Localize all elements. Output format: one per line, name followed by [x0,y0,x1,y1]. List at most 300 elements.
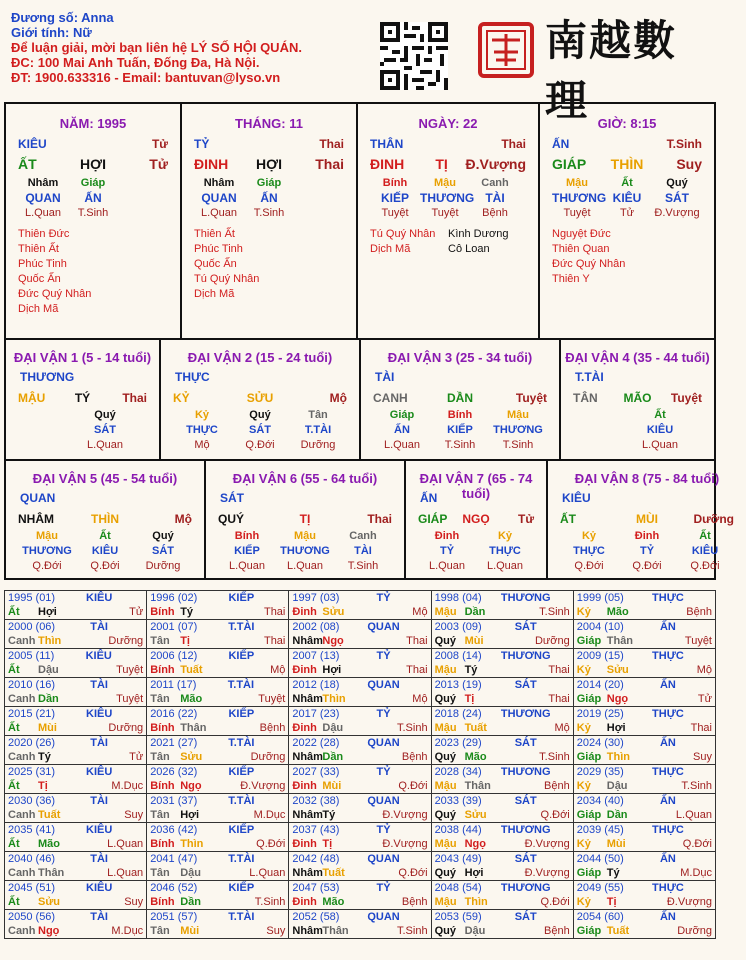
year-ten-god: KIÊU [85,650,112,662]
star-name: Dịch Mã [18,303,59,315]
dai-van-ten-god: THỰC [175,370,210,384]
ten-god-row [540,134,714,154]
year-life-stage: T.Sinh [254,896,286,908]
hidden-life-stage: L.Quan [286,560,324,572]
hidden-ten-god: SÁT [152,545,174,557]
hidden-stem-name: Kỷ [194,409,210,421]
year-cell-top [435,852,570,866]
year-label: 2031 (37) [150,795,198,807]
year-life-stage: Suy [266,925,286,937]
dai-van-branch: NGỌ [462,512,490,526]
year-cell [147,736,289,765]
dai-van-title: ĐẠI VẬN 1 (5 - 14 tuổi) [13,350,152,365]
hidden-ten-god: KIẾP [447,424,473,436]
hidden-stem-name: Mậu [434,177,456,189]
year-label: 2047 (53) [292,882,340,894]
year-life-stage: Thai [406,664,428,676]
year-life-stage: Thai [548,664,570,676]
year-stem: Tân [150,925,170,937]
year-life-stage: Q.Đới [398,780,428,792]
dai-van-branch: THÌN [91,512,119,526]
year-cell-bottom [8,750,143,764]
year-branch: Thìn [180,838,204,850]
dai-van-cell [406,461,548,580]
dai-van-stem-branch [361,388,559,408]
brand-logo: 南越數理 [545,16,678,125]
year-cell-bottom [577,634,712,648]
year-life-stage: Bệnh [544,780,570,792]
year-ten-god: THỰC [652,708,684,720]
header-line: Để luận giải, mời bạn liên hệ LÝ SỐ HỘI QUÁN. [11,40,302,55]
year-cell-top [8,823,143,837]
year-stem: Kỷ [576,838,591,850]
year-life-stage: Bệnh [401,751,428,763]
year-cell [573,736,715,765]
dai-van-hidden [406,529,546,574]
year-branch: Mùi [38,722,57,734]
year-cell [147,794,289,823]
dai-van-title: ĐẠI VẬN 3 (25 - 34 tuổi) [387,350,533,365]
year-cell-bottom [150,837,285,851]
year-cell-bottom [435,605,570,619]
year-cell-bottom [8,924,143,938]
star-list [540,227,714,287]
hidden-stem [76,408,134,453]
year-label: 2054 (60) [576,911,624,923]
year-cell-bottom [150,634,285,648]
hidden-ten-god: THƯƠNG [22,545,72,557]
pillar-cell: KIÊU [18,137,47,151]
dai-van-stem: TÂN [573,391,598,405]
pillar-cell: Suy [676,156,702,172]
year-stem: Canh [8,635,36,647]
dai-van-branch: TỊ [299,512,311,526]
star-name: Thiên Quan [552,243,610,255]
year-cell-top [8,591,143,605]
year-cell [5,707,147,736]
year-cell-top [8,794,143,808]
hidden-ten-god: SÁT [665,191,689,205]
hidden-ten-god: THƯƠNG [280,545,330,557]
year-branch: Sửu [464,809,487,821]
year-life-stage: L.Quan [107,838,144,850]
hidden-ten-god: TÀI [354,545,372,557]
year-cell-bottom [435,808,570,822]
year-stem: Nhâm [292,693,323,705]
hidden-life-stage: Dưỡng [145,560,181,572]
ten-god-row [182,134,356,154]
year-branch: Ngọ [606,693,629,705]
dai-van-stem-branch [161,388,359,408]
year-stem: Ất [8,664,20,676]
year-label: 1995 (01) [8,592,56,604]
year-cell [289,620,431,649]
star-column [18,227,168,317]
year-cell-bottom [435,779,570,793]
hidden-ten-god: KIẾP [380,191,409,205]
star-name: Thiên Y [552,273,590,285]
year-label: 2022 (28) [292,737,340,749]
header-line: ĐC: 100 Mai Anh Tuấn, Đống Đa, Hà Nội. [11,55,260,70]
year-ten-god: T.TÀI [228,853,255,865]
year-ten-god: TÀI [90,853,108,865]
year-life-stage: Đ.Vượng [382,838,428,850]
hidden-life-stage: Q.Đới [574,560,604,572]
dai-van-ten-god: ẤN [420,491,438,505]
dai-van-title: ĐẠI VẬN 5 (45 - 54 tuổi) [32,471,178,486]
year-label: 2018 (24) [434,708,482,720]
year-cell-top [150,794,285,808]
hidden-stem-name: Quý [152,530,174,542]
year-branch: Mão [464,751,487,763]
hidden-life-stage: Tuyệt [381,207,409,219]
year-ten-god: TÀI [90,911,108,923]
hidden-stem-name: Bính [234,530,260,542]
year-branch: Dần [180,896,201,908]
year-cell-bottom [150,605,285,619]
hidden-stem [18,176,68,221]
hidden-life-stage: L.Quan [641,439,679,451]
hidden-stems [6,176,180,221]
year-cell-top [577,678,712,692]
year-stem: Kỷ [576,606,591,618]
year-cell [573,620,715,649]
year-row [5,707,716,736]
year-cell [573,591,715,620]
pillar-column [6,104,182,338]
year-cell [289,910,431,939]
year-label: 2052 (58) [292,911,340,923]
dai-van-life-stage: Mộ [329,391,347,405]
year-branch: Ngọ [38,925,60,937]
year-branch: Thân [322,925,349,937]
year-cell-bottom [435,837,570,851]
hidden-stem-name: Tân [308,409,328,421]
year-label: 2017 (23) [292,708,340,720]
year-cell-bottom [292,924,427,938]
hidden-life-stage: Tuyệt [563,207,591,219]
year-stem: Quý [434,751,456,763]
year-ten-god: T.TÀI [228,621,255,633]
year-cell-top [292,823,427,837]
dai-van-stem: CANH [373,391,408,405]
year-cell [289,852,431,881]
year-branch: Tý [180,606,194,618]
year-cell-bottom [8,808,143,822]
hidden-life-stage: T.Sinh [444,439,476,451]
star-name: Dịch Mã [370,243,411,255]
year-cell-top [435,591,570,605]
star-name: Thiên Ất [194,228,235,240]
year-cell [147,823,289,852]
year-ten-god: THƯƠNG [500,766,551,778]
red-seal-stamp [478,22,534,78]
year-cell-top [150,707,285,721]
year-cell-top [435,736,570,750]
year-ten-god: ẤN [659,853,676,865]
year-branch: Dần [464,606,486,618]
hidden-ten-god: SÁT [94,424,116,436]
year-life-stage: L.Quan [675,809,712,821]
year-ten-god: KIẾP [228,882,255,894]
dai-van-stem: ẤT [560,512,576,526]
hidden-life-stage: Bệnh [482,207,508,219]
year-cell [289,649,431,678]
year-cell [573,765,715,794]
dai-van-grid [4,340,734,580]
year-stem: Canh [8,809,36,821]
year-stem: Bính [150,606,175,618]
hidden-stem-name: Quý [94,409,116,421]
year-life-stage: Thai [406,635,428,647]
year-cell-bottom [577,721,712,735]
year-cell-top [8,765,143,779]
year-cell [573,649,715,678]
year-cell-bottom [292,605,427,619]
year-cell [147,649,289,678]
year-label: 2029 (35) [576,766,624,778]
hidden-stem [431,408,489,453]
year-cell-top [577,852,712,866]
dai-van-life-stage: Thai [122,391,147,405]
year-ten-god: KIẾP [228,766,255,778]
year-label: 2014 (20) [576,679,624,691]
dai-van-life-stage: Thai [367,512,392,526]
year-cell [5,591,147,620]
year-stem: Ất [8,838,20,850]
star-name: Thiên Ất [18,243,59,255]
year-cell-bottom [292,634,427,648]
year-cell-top [577,910,712,924]
year-ten-god: THỰC [652,824,684,836]
hidden-stem-name: Bính [447,409,473,421]
dai-van-hidden [206,529,404,574]
year-life-stage: Suy [693,751,712,763]
year-stem: Bính [150,722,175,734]
year-life-stage: T.Sinh [681,780,712,792]
year-life-stage: Q.Đới [540,896,570,908]
hidden-stem [476,529,534,574]
year-life-stage: Tuyệt [258,693,286,705]
year-cell [5,881,147,910]
year-label: 2034 (40) [576,795,624,807]
year-branch: Ngọ [180,780,202,792]
year-stem: Tân [150,809,170,821]
year-label: 2020 (26) [8,737,56,749]
hidden-stem-name: Đinh [434,530,460,542]
year-stem: Nhâm [292,867,323,879]
hidden-stem [289,408,347,453]
year-label: 2012 (18) [292,679,340,691]
year-stem: Giáp [576,809,602,821]
year-cell-bottom [435,895,570,909]
pillar-title: NGÀY: 22 [418,116,478,131]
year-label: 2050 (56) [8,911,56,923]
year-stem: Đinh [292,838,317,850]
year-life-stage: Tử [129,751,144,763]
year-cell-top [292,736,427,750]
year-cell-bottom [8,895,143,909]
year-stem: Ất [8,780,20,792]
dai-van-ten-god: THƯƠNG [20,370,75,384]
hidden-stem-name: Quý [666,177,688,189]
year-label: 2027 (33) [292,766,340,778]
year-cell [289,736,431,765]
year-cell [147,620,289,649]
year-life-stage: Q.Đới [540,809,570,821]
year-ten-god: THỰC [652,650,684,662]
year-label: 2024 (30) [576,737,624,749]
year-cell [289,591,431,620]
year-label: 2000 (06) [8,621,56,633]
year-cell [5,649,147,678]
year-cell-top [435,620,570,634]
year-stem: Bính [150,838,175,850]
year-cell [431,707,573,736]
year-branch: Hợi [180,809,200,821]
year-branch: Tý [322,809,336,821]
star-column [194,227,344,302]
year-label: 2053 (59) [434,911,482,923]
year-ten-god: QUAN [367,679,400,691]
year-life-stage: M.Dục [680,867,712,879]
year-label: 2046 (52) [150,882,198,894]
year-row [5,910,716,939]
year-life-stage: T.Sinh [396,722,428,734]
year-cell-bottom [435,721,570,735]
ten-god-row [358,134,538,154]
hidden-ten-god: ẤN [394,424,410,436]
hidden-ten-god: KIÊU [91,545,119,557]
dai-van-hidden [6,408,159,453]
dai-van-stem-branch [561,388,714,408]
hidden-stem [173,408,231,453]
year-cell-bottom [435,634,570,648]
year-stem: Đinh [292,722,317,734]
year-branch: Sửu [606,664,629,676]
year-stem: Ất [8,896,20,908]
year-branch: Tuất [38,809,61,821]
year-cell-bottom [8,605,143,619]
hidden-stem [276,529,334,574]
dai-van-ten-god: QUAN [20,491,56,505]
year-stem: Giáp [576,925,602,937]
hidden-ten-god: KIÊU [691,545,719,557]
year-stem: Bính [150,664,175,676]
year-ten-god: QUAN [367,795,400,807]
year-label: 2016 (22) [150,708,198,720]
year-label: 2002 (08) [292,621,340,633]
year-cell-top [8,736,143,750]
year-cell-top [577,620,712,634]
dai-van-stem: GIÁP [418,512,448,526]
year-label: 2045 (51) [8,882,56,894]
year-ten-god: KIẾP [228,708,255,720]
year-life-stage: Mộ [554,722,570,734]
star-name: Nguyệt Đức [552,228,611,240]
year-life-stage: Bệnh [686,606,712,618]
stem-branch-row [540,154,714,174]
pillar-column [358,104,540,338]
hidden-life-stage: Đ.Vượng [654,207,700,219]
pillar-cell: Thai [315,156,344,172]
year-ten-god: T.TÀI [228,911,255,923]
hidden-life-stage: T.Sinh [502,439,534,451]
hidden-stem-name: Mậu [36,530,58,542]
dai-van-stem-branch [206,509,404,529]
year-cell-bottom [292,692,427,706]
year-stem: Giáp [576,635,602,647]
year-cell-top [292,591,427,605]
pillar-cell: TỶ [194,137,210,151]
hidden-ten-god: THƯƠNG [552,191,607,205]
pillar-cell: Đ.Vượng [465,156,527,172]
star-column [552,227,702,287]
year-branch: Sửu [38,896,61,908]
year-cell-bottom [577,924,712,938]
year-row [5,823,716,852]
year-life-stage: M.Dục [111,925,144,937]
pillar-cell: TỊ [435,156,448,172]
year-stem: Canh [8,925,36,937]
year-life-stage: T.Sinh [539,606,570,618]
year-ten-god: SÁT [514,853,537,865]
star-name: Tú Quý Nhân [370,228,436,240]
hidden-stem [652,176,702,221]
year-cell-bottom [292,721,427,735]
hidden-life-stage: Tử [619,207,635,219]
hidden-ten-god: KIÊU [646,424,674,436]
year-label: 1996 (02) [150,592,198,604]
year-label: 2040 (46) [8,853,56,865]
year-branch: Mão [322,896,345,908]
star-list [358,227,538,257]
dai-van-life-stage: Tuyệt [670,391,702,405]
year-cell [289,707,431,736]
year-cell [5,910,147,939]
hidden-life-stage: L.Quan [486,560,524,572]
year-cell-bottom [8,721,143,735]
stem-branch-row [358,154,538,174]
year-branch: Dần [38,693,59,705]
year-stem: Đinh [292,780,317,792]
year-label: 2005 (11) [8,650,55,662]
yearly-luck-table [4,590,716,939]
year-stem: Nhâm [292,751,323,763]
year-row [5,591,716,620]
year-label: 1998 (04) [434,592,482,604]
hidden-stem-name: Giáp [256,177,282,189]
pillar-cell: GIÁP [552,156,587,172]
year-ten-god: SÁT [514,621,537,633]
hidden-stem-name: Bính [382,177,408,189]
star-name: Đức Quý Nhân [552,258,626,270]
year-cell-top [8,881,143,895]
hidden-ten-god: ẤN [260,191,278,205]
header-line: ĐT: 1900.633316 - Email: bantuvan@lyso.vn [11,70,281,85]
year-cell-bottom [435,866,570,880]
hidden-stem-name: Ất [654,409,666,421]
year-label: 2003 (09) [434,621,482,633]
year-life-stage: Đ.Vượng [524,838,570,850]
year-cell-bottom [292,837,427,851]
year-cell-top [292,649,427,663]
year-branch: Mùi [322,780,342,792]
year-label: 2007 (13) [292,650,340,662]
hidden-life-stage: L.Quan [86,439,124,451]
year-stem: Bính [150,780,175,792]
year-cell [5,678,147,707]
